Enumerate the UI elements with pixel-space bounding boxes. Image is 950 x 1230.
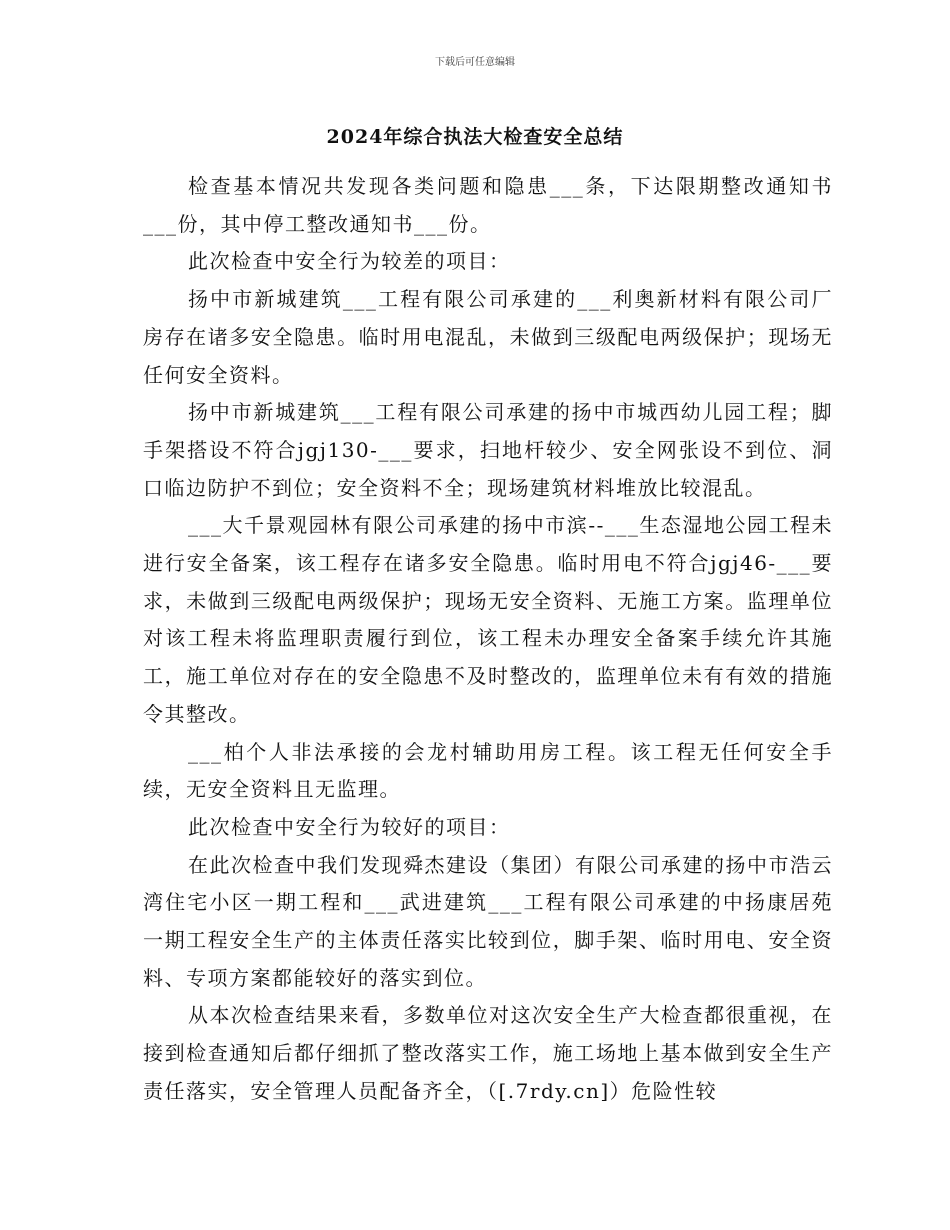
document-title: 2024年综合执法大检查安全总结 xyxy=(326,126,624,148)
paragraph-good-item: 在此次检查中我们发现舜杰建设（集团）有限公司承建的扬中市浩云湾住宅小区一期工程和___武进建筑___工程有限公司承建的中扬康居苑一期工程安全生产的主体责任落实比较到位，脚手架、临时用电、安全资料、专项方案都能较好的落实到位。 xyxy=(143,852,833,990)
paragraph-poor-item-2: 扬中市新城建筑___工程有限公司承建的扬中市城西幼儿园工程；脚手架搭设不符合jgj130-___要求，扫地杆较少、安全网张设不到位、洞口临边防护不到位；安全资料不全；现场建筑材料堆放比较混乱。 xyxy=(143,400,833,500)
paragraph-poor-item-4: ___柏个人非法承接的会龙村辅助用房工程。该工程无任何安全手续，无安全资料且无监理。 xyxy=(143,739,833,802)
paragraph-poor-item-3: ___大千景观园林有限公司承建的扬中市滨--___生态湿地公园工程未进行安全备案，该工程存在诸多安全隐患。临时用电不符合jgj46-___要求，未做到三级配电两级保护；现场无安全资料、无施工方案。监理单位对该工程未将监理职责履行到位，该工程未办理安全备案手续允许其施工，施工单位对存在的安全隐患不及时整改的，监理单位未有有效的措施令其整改。 xyxy=(143,513,833,726)
page-header-note: 下载后可任意编辑 xyxy=(435,57,515,68)
paragraph-good-heading: 此次检查中安全行为较好的项目： xyxy=(188,814,511,839)
paragraph-poor-item-1: 扬中市新城建筑___工程有限公司承建的___利奥新材料有限公司厂房存在诸多安全隐患。临时用电混乱，未做到三级配电两级保护；现场无任何安全资料。 xyxy=(143,287,833,387)
paragraph-conclusion: 从本次检查结果来看，多数单位对这次安全生产大检查都很重视，在接到检查通知后都仔细抓了整改落实工作，施工场地上基本做到安全生产责任落实，安全管理人员配备齐全，（[.7rdy.cn]）危险性较 xyxy=(143,1003,833,1103)
document-body xyxy=(143,168,833,1111)
paragraph-summary: 检查基本情况共发现各类问题和隐患___条，下达限期整改通知书___份，其中停工整改通知书___份。 xyxy=(143,174,833,236)
paragraph-poor-heading: 此次检查中安全行为较差的项目： xyxy=(188,249,511,274)
